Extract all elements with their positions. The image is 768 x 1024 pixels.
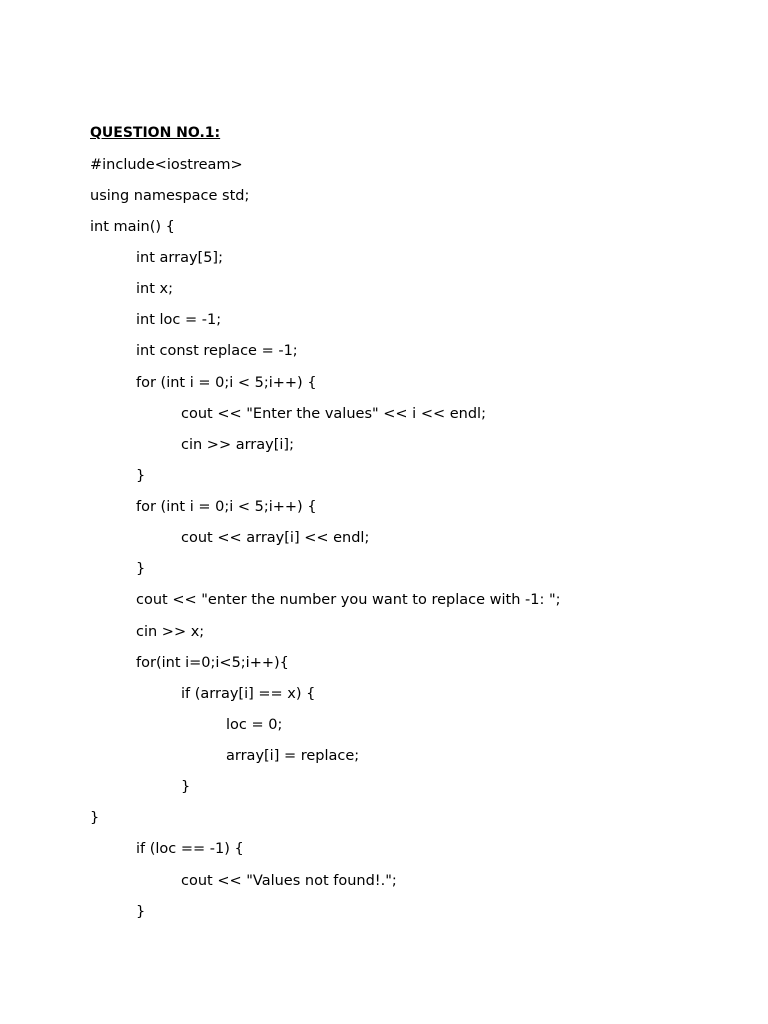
code-line-if-match: if (array[i] == x) { (181, 686, 316, 702)
code-line-for-input: for (int i = 0;i < 5;i++) { (136, 375, 317, 391)
code-line-cout-array: cout << array[i] << endl; (181, 530, 370, 546)
code-line-cin-x: cin >> x; (136, 624, 205, 640)
code-line-if-notfound: if (loc == -1) { (136, 841, 244, 857)
code-line-loc-assign: loc = 0; (226, 717, 283, 733)
code-line-namespace: using namespace std; (90, 188, 250, 204)
code-line-cin-array: cin >> array[i]; (181, 437, 294, 453)
code-line-close-brace: } (90, 810, 100, 826)
code-line-for-output: for (int i = 0;i < 5;i++) { (136, 499, 317, 515)
code-line-loc-decl: int loc = -1; (136, 312, 222, 328)
code-line-close-brace: } (136, 468, 146, 484)
code-line-for-search: for(int i=0;i<5;i++){ (136, 655, 289, 671)
code-line-array-decl: int array[5]; (136, 250, 223, 266)
code-line-cout-prompt: cout << "enter the number you want to replace with -1: "; (136, 592, 561, 608)
code-line-replace-decl: int const replace = -1; (136, 343, 298, 359)
code-line-close-brace: } (181, 779, 191, 795)
question-heading: QUESTION NO.1: (90, 125, 221, 141)
code-line-x-decl: int x; (136, 281, 173, 297)
code-line-cout-enter: cout << "Enter the values" << i << endl; (181, 406, 486, 422)
code-line-include: #include<iostream> (90, 157, 243, 173)
code-line-cout-notfound: cout << "Values not found!."; (181, 873, 397, 889)
code-line-array-assign: array[i] = replace; (226, 748, 360, 764)
code-line-close-brace: } (136, 904, 146, 920)
code-line-close-brace: } (136, 561, 146, 577)
code-line-main: int main() { (90, 219, 175, 235)
